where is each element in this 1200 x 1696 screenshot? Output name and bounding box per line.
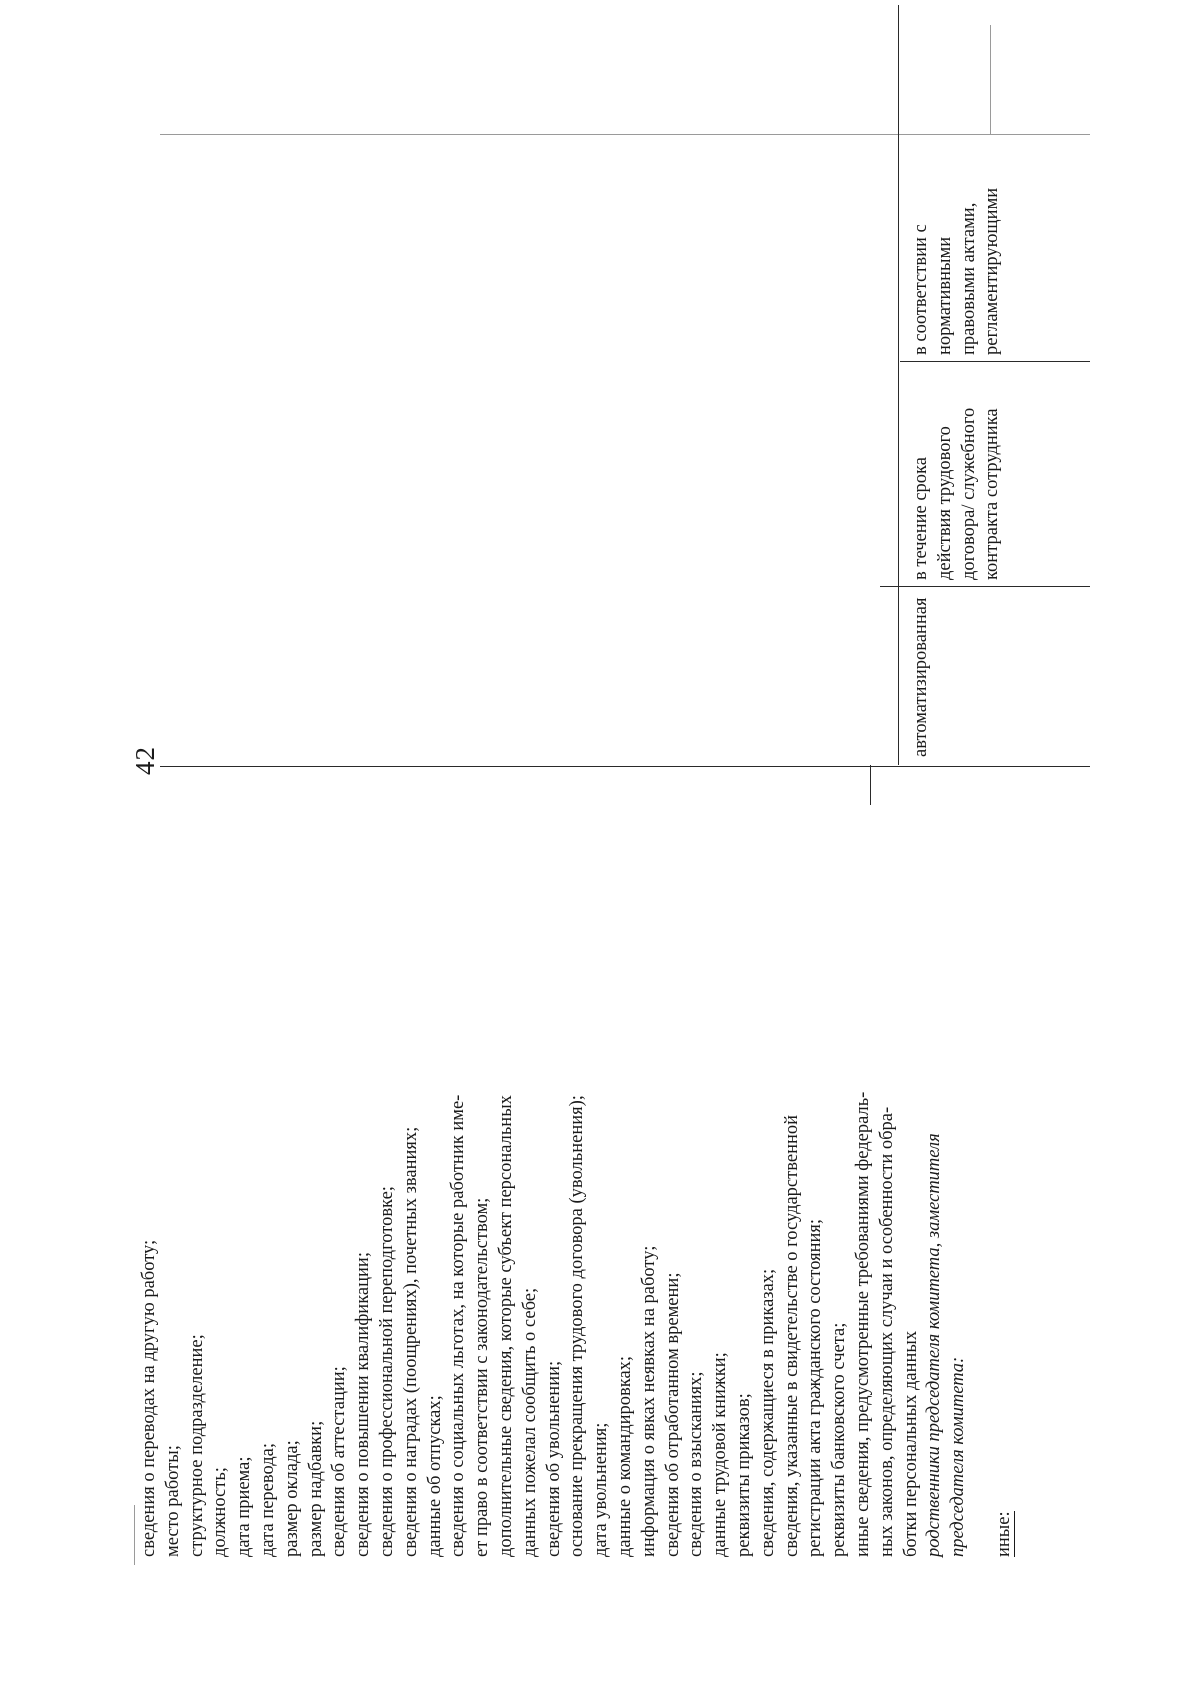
legal-basis-line: регламентирующими: [982, 187, 1003, 355]
processing-method: автоматизированная: [911, 597, 931, 757]
data-item-line: сведения о социальных льготах, на которые работник име-: [448, 1094, 469, 1557]
data-item-line: дата перевода;: [257, 1443, 278, 1557]
table-vertical-rule: [880, 586, 1090, 587]
table-vertical-rule: [900, 361, 1090, 362]
table-horizontal-rule: [134, 1505, 135, 1565]
data-item-line: данные об отпусках;: [424, 1395, 445, 1557]
storage-term-line: договора/ служебного: [958, 407, 979, 580]
data-item-line: иные сведения, предусмотренные требованиями федераль-: [852, 1091, 873, 1557]
personal-data-list: [138, 777, 1017, 1557]
data-item-line: сведения о взысканиях;: [686, 1371, 707, 1557]
data-item-line: сведения о наградах (поощрениях), почетных званиях;: [400, 1126, 421, 1557]
data-item-line: реквизиты приказов;: [733, 1393, 754, 1557]
data-item-line: ных законов, определяющих случаи и особенности обра-: [876, 1106, 897, 1557]
table-horizontal-rule: [898, 5, 899, 765]
data-item-line: ет право в соответствии с законодательством;: [472, 1197, 493, 1557]
processing-method-cell: [910, 598, 934, 757]
data-item-line: сведения об отработанном времени;: [662, 1272, 683, 1557]
data-items-list: [138, 777, 923, 1557]
table-horizontal-rule: [990, 25, 991, 135]
data-item-line: сведения, содержащиеся в приказах;: [757, 1268, 778, 1557]
rotated-page-content: [130, 5, 1090, 1565]
data-item-line: реквизиты банковского счета;: [829, 1322, 850, 1557]
data-item-line: дата увольнения;: [591, 1422, 612, 1557]
data-item-line: сведения о повышении квалификации;: [353, 1252, 374, 1557]
data-item-line: информация о явках неявках на работу;: [638, 1245, 659, 1557]
other-category: [993, 777, 1017, 1557]
storage-term-line: действия трудового: [934, 426, 955, 580]
data-item-line: данные трудовой книжки;: [710, 1352, 731, 1557]
storage-term-line: контракта сотрудника: [982, 408, 1003, 580]
storage-term-line: в течение срока: [911, 457, 931, 580]
legal-basis-line: правовыми актами,: [958, 202, 979, 355]
data-item-line: дополнительные сведения, которые субъект персональных: [495, 1095, 516, 1557]
data-item-line: сведения, указанные в свидетельстве о государственной: [781, 1114, 802, 1557]
table-vertical-rule: [160, 766, 1090, 767]
data-item-line: сведения об аттестации;: [329, 1366, 350, 1557]
data-item-line: регистрации акта гражданского состояния;: [805, 1218, 826, 1557]
page-number: 42: [130, 746, 160, 775]
data-item-line: сведения об увольнении;: [543, 1360, 564, 1557]
data-item-line: место работы;: [162, 1445, 183, 1557]
legal-basis-cell: [910, 188, 1005, 355]
legal-basis-line: нормативными: [934, 236, 955, 355]
legal-basis-line: в соответствии с: [911, 224, 931, 355]
data-item-line: размер оклада;: [281, 1440, 302, 1557]
other-label: иные:: [993, 1511, 1014, 1557]
data-item-line: сведения о переводах на другую работу;: [139, 1239, 159, 1557]
data-item-line: структурное подразделение;: [186, 1334, 207, 1557]
data-item-line: сведения о профессиональной переподготовке;: [376, 1186, 397, 1557]
table-vertical-rule: [160, 134, 1090, 135]
data-item-line: ботки персональных данных: [900, 1330, 921, 1557]
relatives-heading-line-2: председателя комитета:: [948, 1356, 969, 1557]
data-item-line: данные о командировках;: [614, 1355, 635, 1557]
data-item-line: должность;: [210, 1467, 231, 1557]
data-item-line: основание прекращения трудового договора (увольнения);: [567, 1095, 588, 1557]
relatives-heading-line-1: родственники председателя комитета, заместителя: [924, 1133, 945, 1557]
data-item-line: данных пожелал сообщить о себе;: [519, 1287, 540, 1557]
storage-term-cell: [910, 408, 1005, 580]
data-item-line: дата приема;: [234, 1456, 255, 1557]
data-item-line: размер надбавки;: [305, 1420, 326, 1557]
